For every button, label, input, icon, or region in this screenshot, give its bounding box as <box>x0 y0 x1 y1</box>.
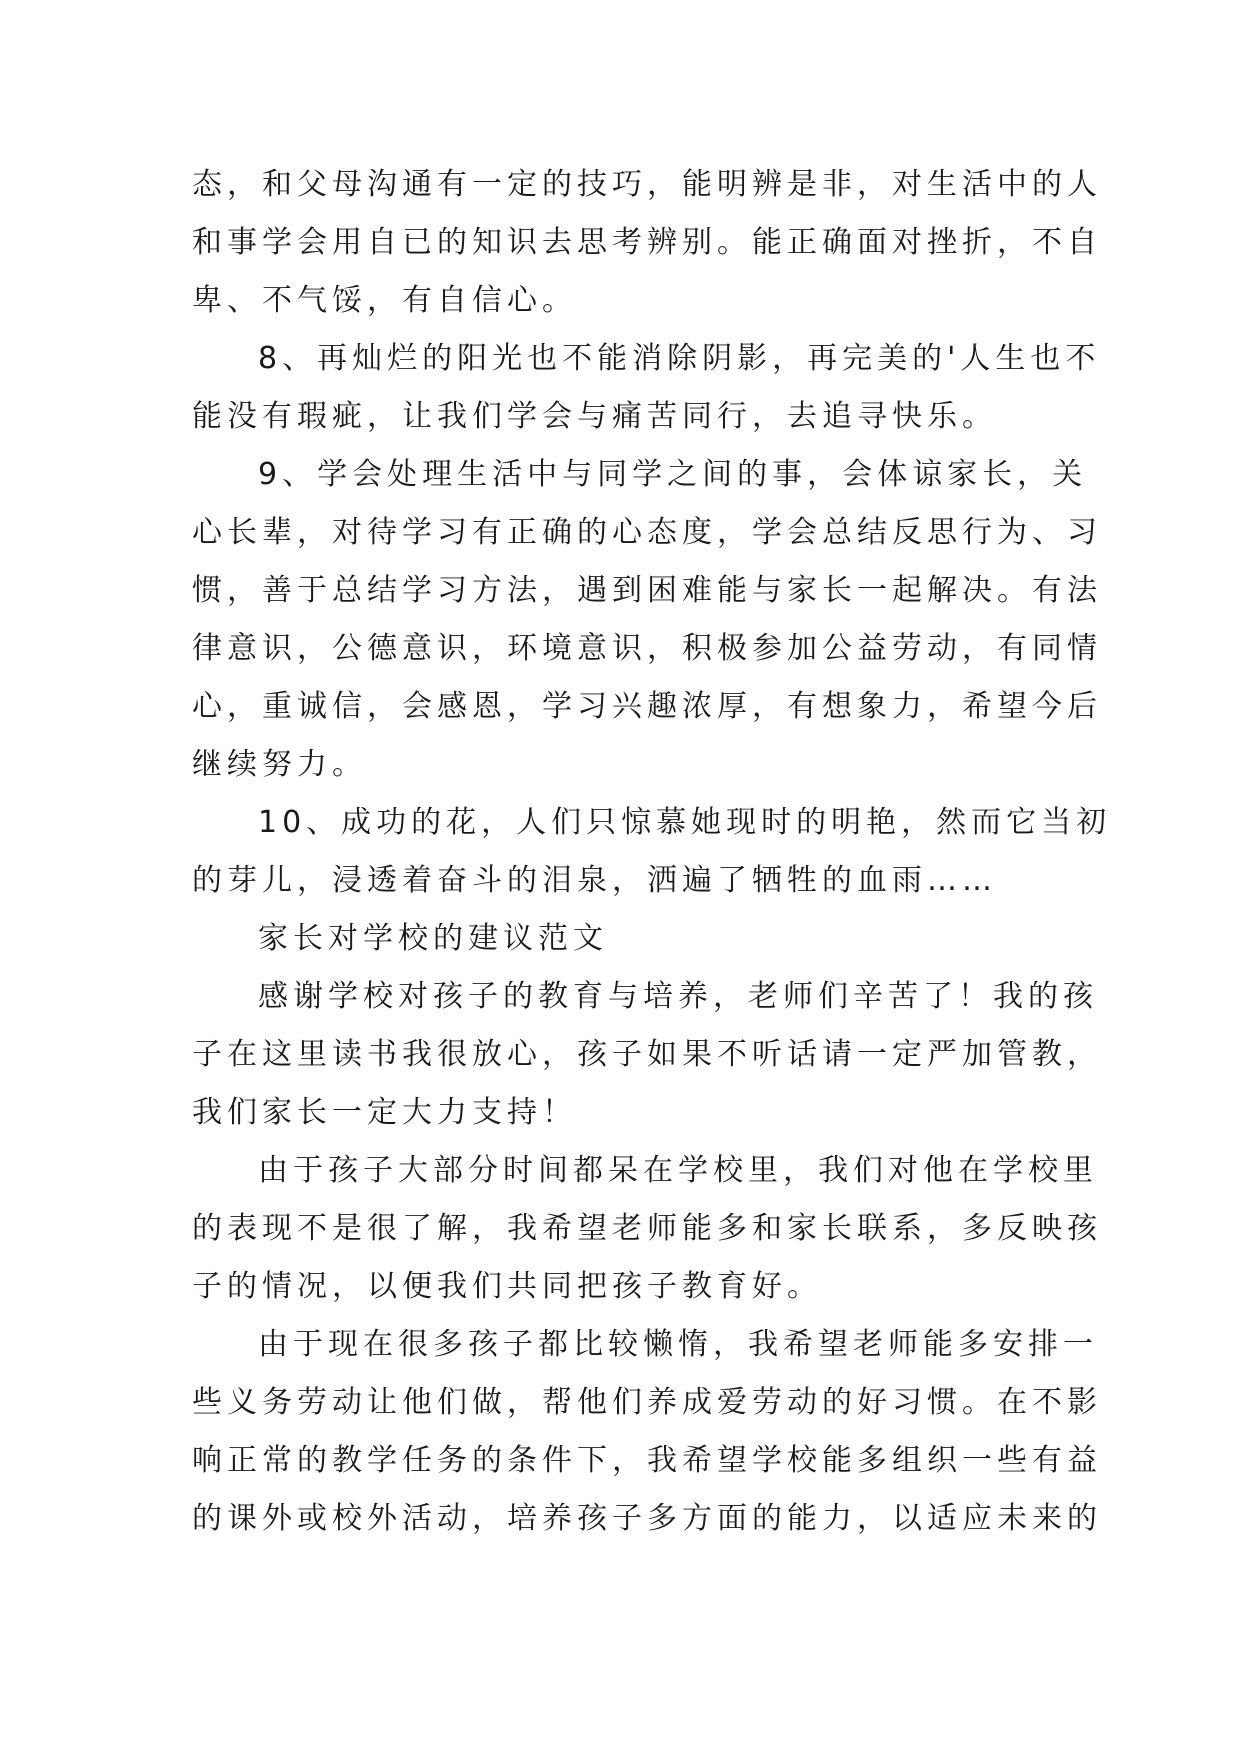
text-line: 能没有瑕疵，让我们学会与痛苦同行，去追寻快乐。 <box>192 399 997 434</box>
text-line: 子在这里读书我很放心，孩子如果不听话请一定严加管教， <box>192 1037 1102 1072</box>
text-line: 响正常的教学任务的条件下，我希望学校能多组织一些有益 <box>192 1443 1102 1478</box>
text-line: 心长辈，对待学习有正确的心态度，学会总结反思行为、习 <box>192 515 1102 550</box>
text-line: 的表现不是很了解，我希望老师能多和家长联系，多反映孩 <box>192 1211 1102 1246</box>
document-body <box>192 156 1112 1548</box>
text-line: 的课外或校外活动，培养孩子多方面的能力，以适应未来的 <box>192 1501 1102 1536</box>
text-line: 的芽儿，浸透着奋斗的泪泉，洒遍了牺牲的血雨…… <box>192 863 997 898</box>
text-line: 继续努力。 <box>192 747 367 782</box>
text-line: 律意识，公德意识，环境意识，积极参加公益劳动，有同情 <box>192 631 1102 666</box>
text-line: 感谢学校对孩子的教育与培养，老师们辛苦了！我的孩 <box>258 979 1098 1014</box>
text-line: 卑、不气馁，有自信心。 <box>192 283 577 318</box>
text-line: 8、再灿烂的阳光也不能消除阴影，再完美的'人生也不 <box>258 341 1101 376</box>
text-line: 心，重诚信，会感恩，学习兴趣浓厚，有想象力，希望今后 <box>192 689 1102 724</box>
text-line: 惯，善于总结学习方法，遇到困难能与家长一起解决。有法 <box>192 573 1102 608</box>
text-line: 些义务劳动让他们做，帮他们养成爱劳动的好习惯。在不影 <box>192 1385 1102 1420</box>
text-line: 家长对学校的建议范文 <box>258 921 608 956</box>
text-line: 我们家长一定大力支持！ <box>192 1095 577 1130</box>
text-line: 态，和父母沟通有一定的技巧，能明辨是非，对生活中的人 <box>192 167 1102 202</box>
text-line: 9、学会处理生活中与同学之间的事，会体谅家长，关 <box>258 457 1088 492</box>
text-line: 由于现在很多孩子都比较懒惰，我希望老师能多安排一 <box>258 1327 1098 1362</box>
text-line: 和事学会用自已的知识去思考辨别。能正确面对挫折，不自 <box>192 225 1102 260</box>
text-line: 子的情况，以便我们共同把孩子教育好。 <box>192 1269 822 1304</box>
text-line: 10、成功的花，人们只惊慕她现时的明艳，然而它当初 <box>258 805 1112 840</box>
text-line: 由于孩子大部分时间都呆在学校里，我们对他在学校里 <box>258 1153 1098 1188</box>
